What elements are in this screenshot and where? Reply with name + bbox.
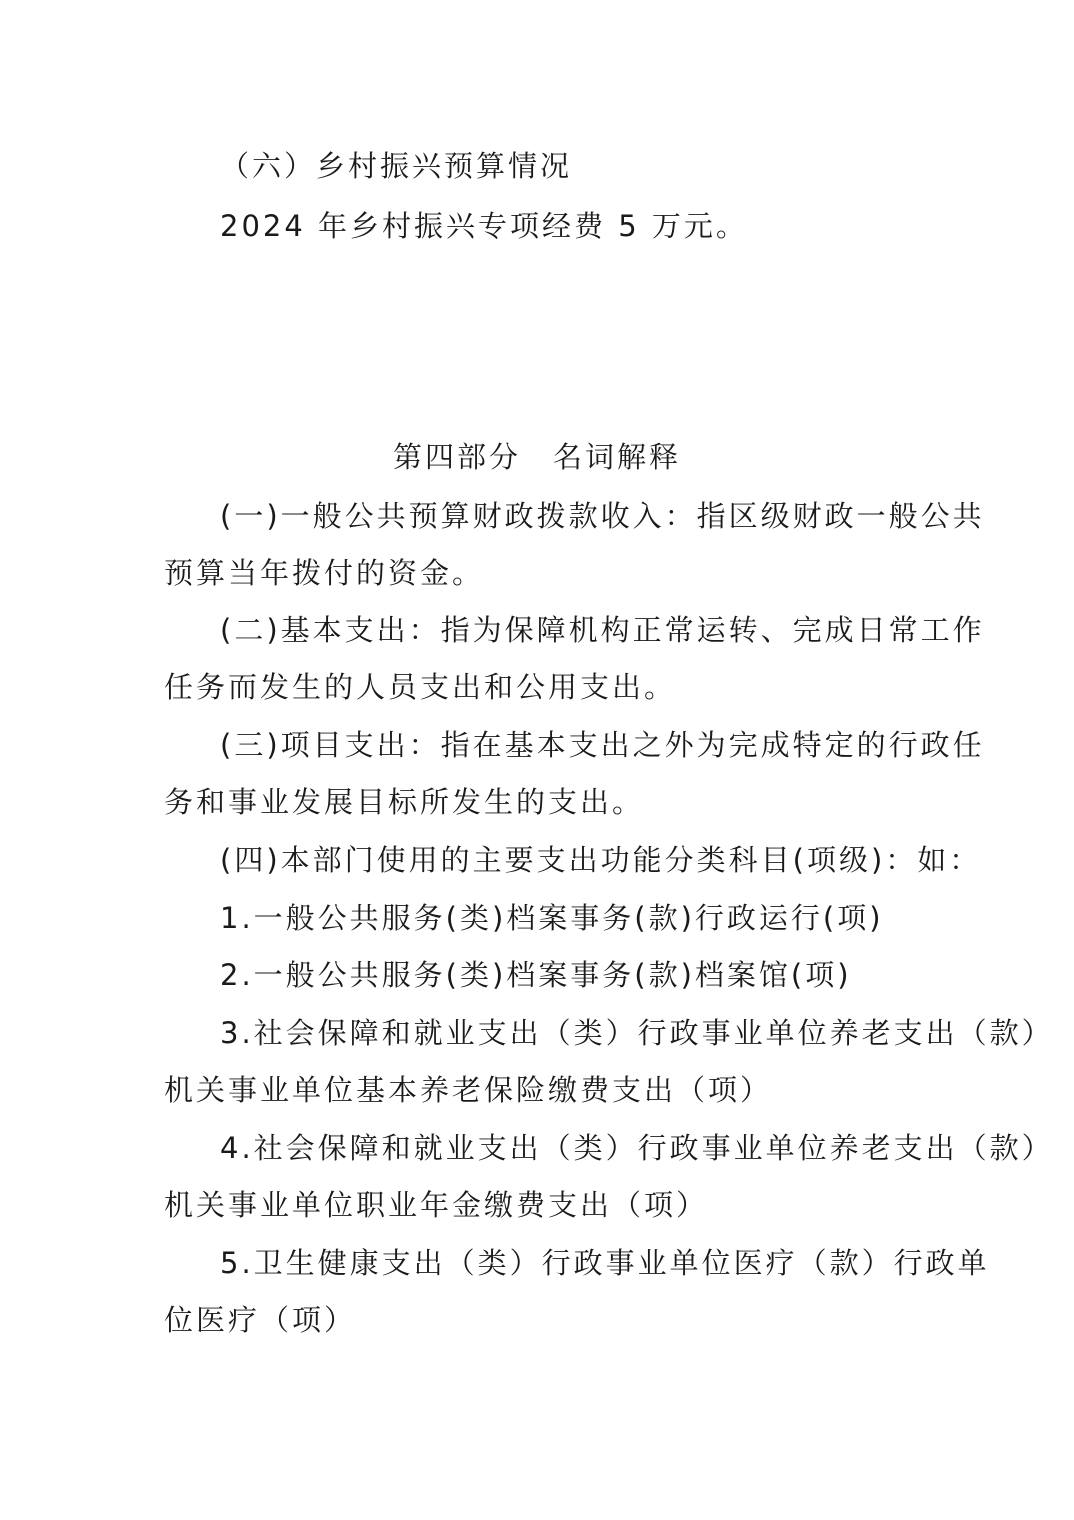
paragraph-line: 务和事业发展目标所发生的支出。: [164, 785, 645, 819]
paragraph-line: (二)基本支出：指为保障机构正常运转、完成日常工作: [220, 613, 985, 647]
paragraph-line: 任务而发生的人员支出和公用支出。: [164, 670, 677, 704]
list-item: 2.一般公共服务(类)档案事务(款)档案馆(项): [220, 958, 852, 992]
list-item: 1.一般公共服务(类)档案事务(款)行政运行(项): [220, 901, 884, 935]
list-item-continuation: 机关事业单位基本养老保险缴费支出（项）: [164, 1073, 773, 1107]
paragraph-line: (一)一般公共预算财政拨款收入：指区级财政一般公共: [220, 499, 985, 533]
list-item: 3.社会保障和就业支出（类）行政事业单位养老支出（款）: [220, 1016, 1054, 1050]
list-item-continuation: 机关事业单位职业年金缴费支出（项）: [164, 1188, 709, 1222]
list-item-continuation: 位医疗（项）: [164, 1303, 357, 1337]
paragraph-line: 预算当年拨付的资金。: [164, 556, 485, 590]
section-heading: （六）乡村振兴预算情况: [220, 149, 573, 183]
section-text: 2024 年乡村振兴专项经费 5 万元。: [220, 209, 748, 243]
list-item: 5.卫生健康支出（类）行政事业单位医疗（款）行政单: [220, 1246, 990, 1280]
list-item: 4.社会保障和就业支出（类）行政事业单位养老支出（款）: [220, 1131, 1054, 1165]
paragraph-line: (四)本部门使用的主要支出功能分类科目(项级)：如：: [220, 843, 982, 877]
part-title: 第四部分 名词解释: [392, 440, 681, 474]
paragraph-line: (三)项目支出：指在基本支出之外为完成特定的行政任: [220, 728, 985, 762]
